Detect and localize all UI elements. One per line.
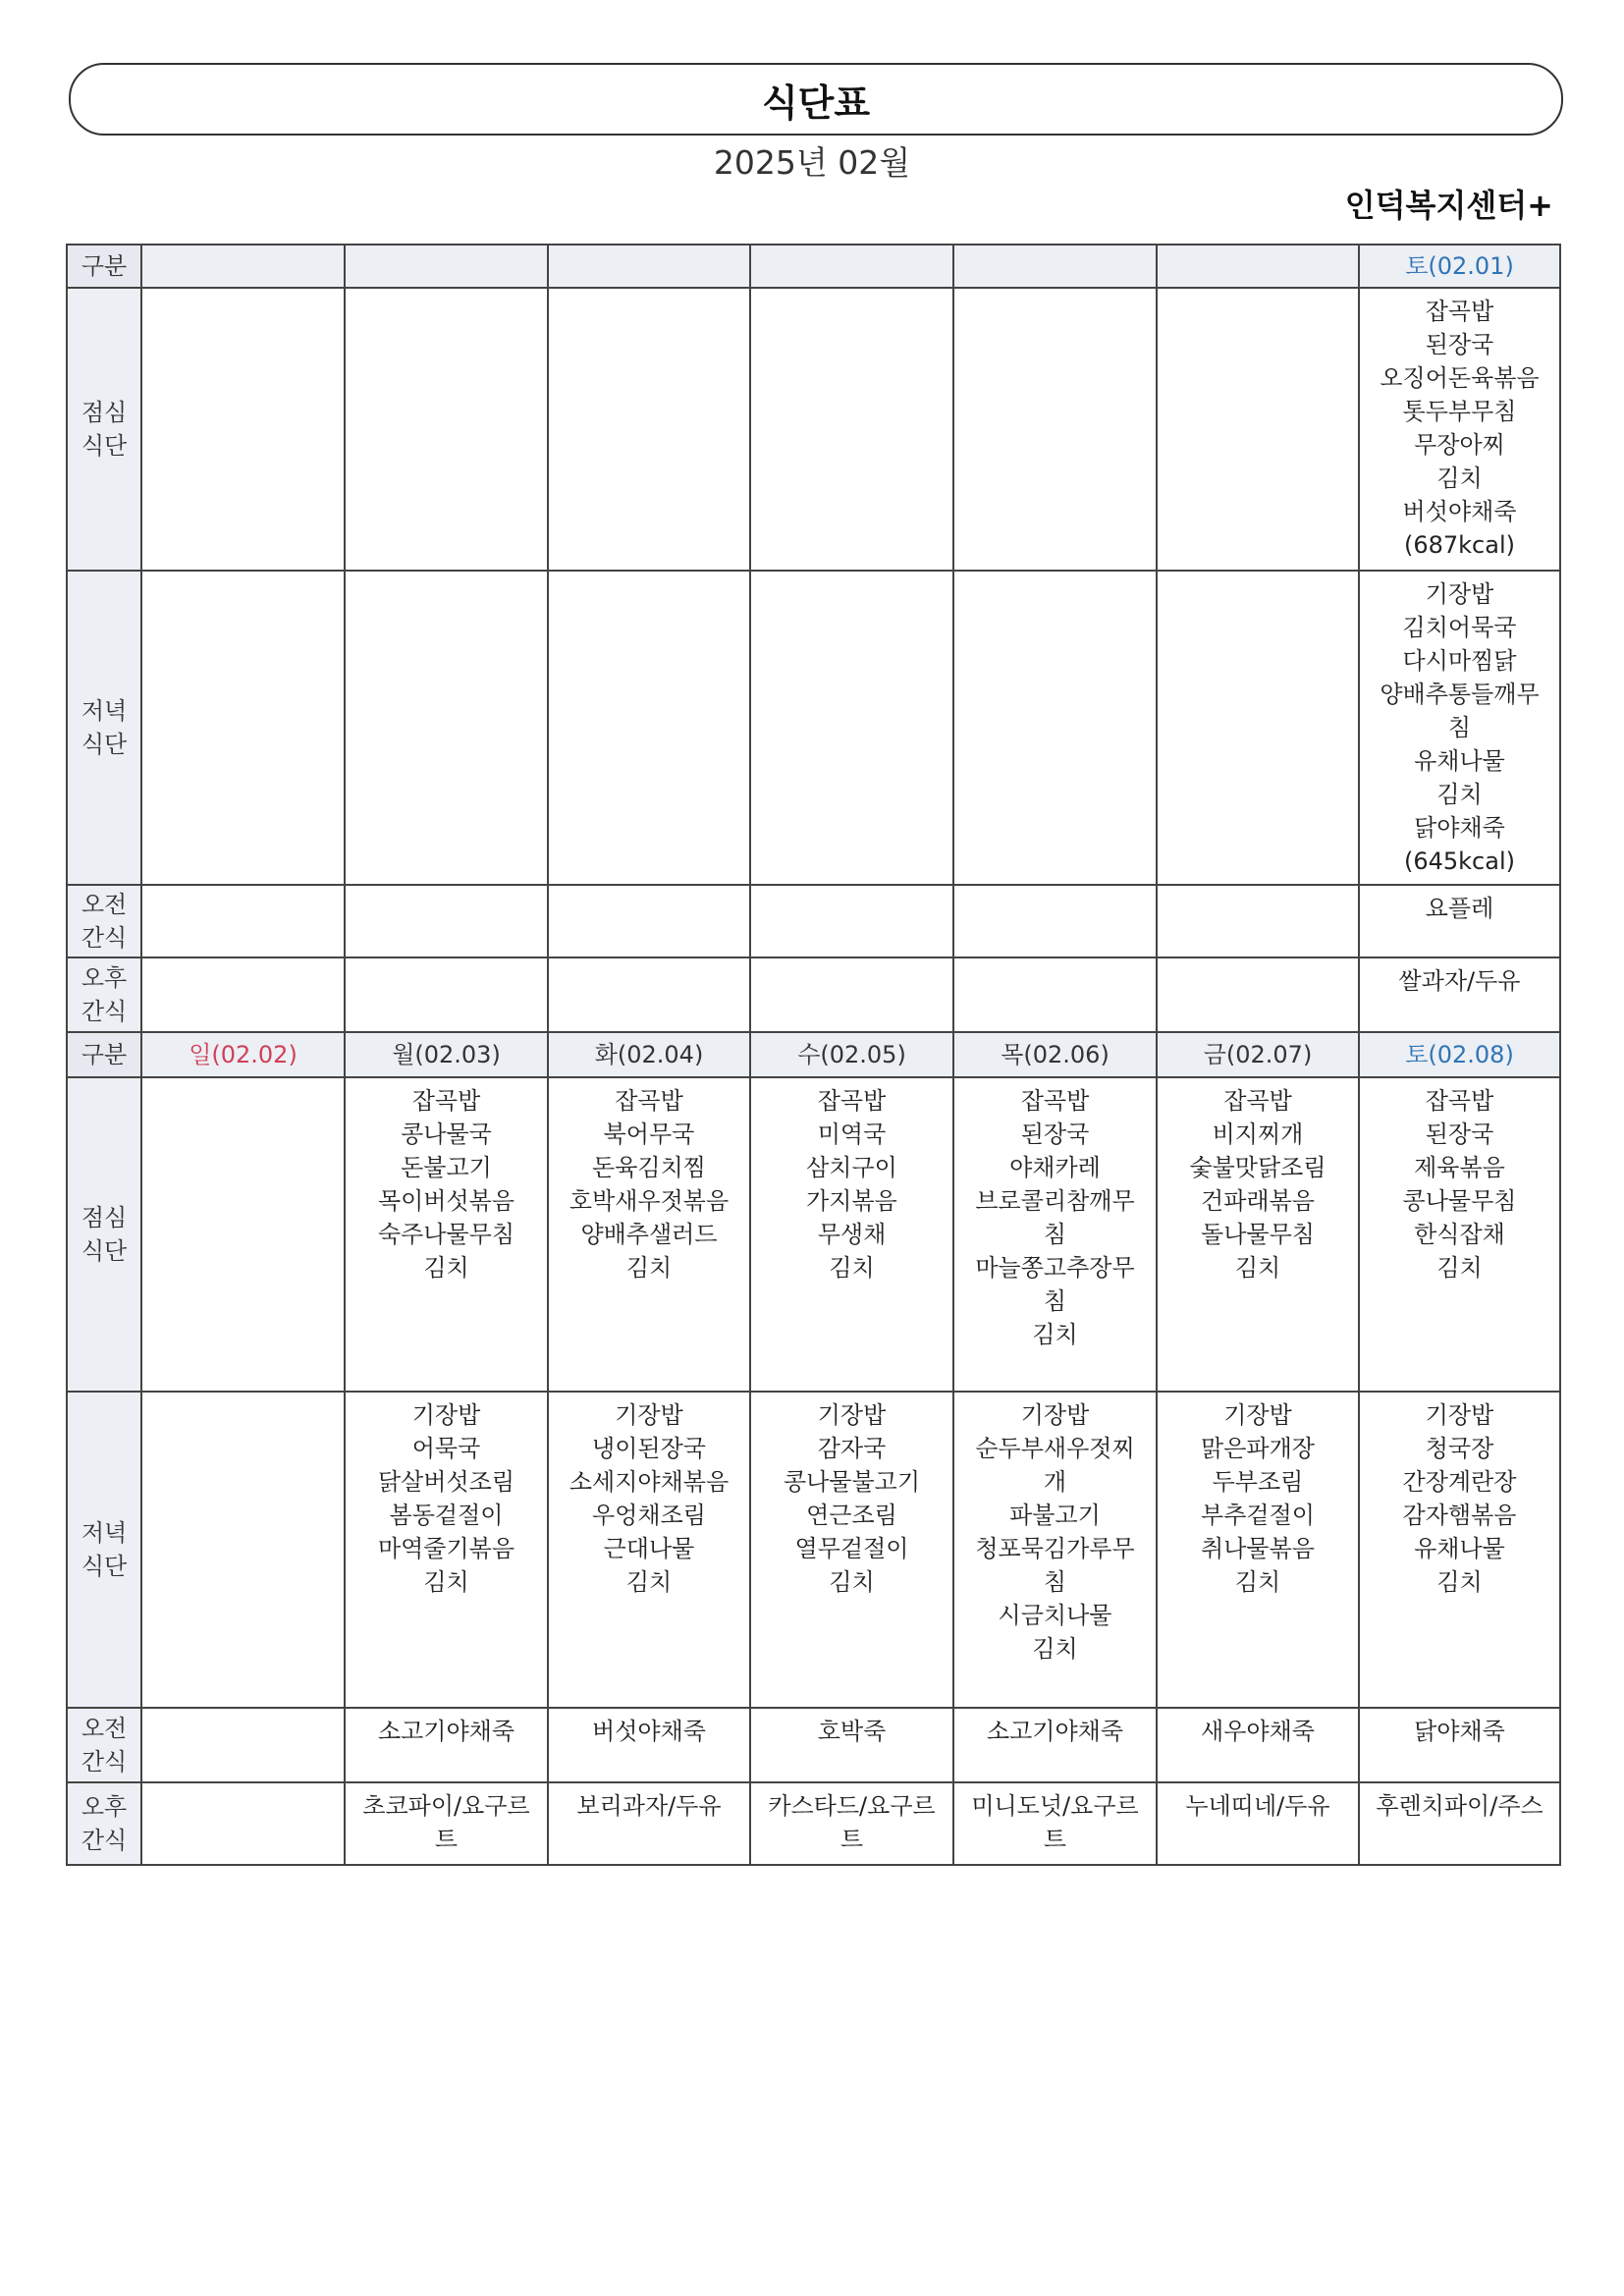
snack-cell [548,1782,750,1865]
day-header [345,245,548,288]
snack-cell [548,885,750,957]
week1-am-snack-row [67,885,1560,957]
day-label: 월(02.03) [392,1041,501,1068]
snack-cell [750,1708,953,1782]
meal-cell [953,1077,1157,1392]
row-label-lunch: 점심 식단 [67,288,141,571]
day-header [1157,245,1359,288]
meal-items: 기장밥 순두부새우젓찌 개 파불고기 청포묵김가루무 침 시금치나물 김치 [975,1401,1135,1663]
snack-cell [750,1782,953,1865]
snack-cell [345,957,548,1032]
meal-items [549,572,749,577]
meal-items [751,289,952,295]
meal-cell [750,571,953,885]
meal-items: 잡곡밥 콩나물국 돈불고기 목이버섯볶음 숙주나물무침 김치 [377,1087,515,1282]
snack-text [751,886,952,892]
snack-cell [953,957,1157,1032]
meal-cell [953,571,1157,885]
week2-am-snack-row [67,1708,1560,1782]
day-header [141,1032,345,1077]
snack-text [142,958,344,964]
meal-cell [1359,1077,1560,1392]
meal-cell [548,571,750,885]
meal-cell [1157,288,1359,571]
day-header [1359,1032,1560,1077]
meal-items: 잡곡밥 미역국 삼치구이 가지볶음 무생채 김치 [806,1087,897,1282]
snack-cell [953,1782,1157,1865]
snack-cell [1359,885,1560,957]
meal-items: 기장밥 청국장 간장계란장 감자햄볶음 유채나물 김치 [1402,1401,1517,1596]
day-header [953,245,1157,288]
meal-items: 잡곡밥 된장국 야채카레 브로콜리참깨무 침 마늘쫑고추장무 침 김치 [975,1087,1135,1348]
snack-text: 쌀과자/두유 [1398,967,1521,995]
snack-cell [141,885,345,957]
snack-cell [1359,1708,1560,1782]
snack-text: 미니도넛/요구르 트 [971,1792,1139,1853]
meal-cell [345,1077,548,1392]
day-label: 화(02.04) [594,1041,704,1068]
meal-items [1158,572,1358,577]
day-header [1157,1032,1359,1077]
snack-text [1158,886,1358,892]
day-header [548,245,750,288]
row-label-header: 구분 [67,1032,141,1077]
snack-text: 새우야채죽 [1201,1718,1315,1745]
month-label: 2025년 02월 [713,143,911,182]
meal-items [346,572,547,577]
snack-text [751,958,952,964]
snack-text: 소고기야채죽 [377,1718,515,1745]
meal-cell [1157,1392,1359,1708]
meal-cell [141,288,345,571]
meal-cell [1359,571,1560,885]
snack-text [954,958,1156,964]
row-label-am-snack: 오전 간식 [67,1708,141,1782]
snack-text: 닭야채죽 [1414,1718,1505,1745]
page-title: 식단표 [69,63,1563,136]
meal-items: 기장밥 맑은파개장 두부조림 부추겉절이 취나물볶음 김치 [1201,1401,1315,1596]
meal-items: 기장밥 냉이된장국 소세지야채볶음 우엉채조림 근대나물 김치 [568,1401,730,1596]
meal-cell [141,571,345,885]
meal-items: 잡곡밥 된장국 오징어돈육볶음 톳두부무침 무장아찌 김치 버섯야채죽 (687kcal) [1380,298,1540,559]
snack-cell [345,1708,548,1782]
meal-items [142,1078,344,1084]
menu-table [66,244,1561,1866]
meal-items: 기장밥 감자국 콩나물불고기 연근조림 열무겉절이 김치 [783,1401,921,1596]
row-label-am-snack: 오전 간식 [67,885,141,957]
meal-cell [1157,1077,1359,1392]
snack-text [142,1709,344,1715]
snack-text [346,886,547,892]
snack-text: 소고기야채죽 [986,1718,1124,1745]
snack-text [346,958,547,964]
meal-cell [548,1077,750,1392]
meal-items [549,289,749,295]
row-label-header: 구분 [67,245,141,288]
day-label: 수(02.05) [797,1041,906,1068]
day-label: 토(02.08) [1405,1041,1514,1068]
snack-text [1158,958,1358,964]
meal-cell [548,288,750,571]
snack-text: 요플레 [1425,895,1494,922]
meal-items: 기장밥 김치어묵국 다시마찜닭 양배추통들깨무 침 유채나물 김치 닭야채죽 (645kcal) [1380,580,1540,875]
day-header [345,1032,548,1077]
snack-text [549,958,749,964]
meal-items: 잡곡밥 북어무국 돈육김치찜 호박새우젓볶음 양배추샐러드 김치 [568,1087,730,1282]
snack-cell [1359,1782,1560,1865]
snack-cell [1157,957,1359,1032]
snack-cell [548,1708,750,1782]
meal-cell [345,288,548,571]
day-header [953,1032,1157,1077]
meal-cell [1359,1392,1560,1708]
snack-cell [548,957,750,1032]
week1-dinner-row [67,571,1560,885]
snack-cell [345,1782,548,1865]
meal-items [142,1393,344,1398]
meal-cell [1157,571,1359,885]
snack-cell [750,885,953,957]
day-label: 금(02.07) [1203,1041,1313,1068]
meal-cell [1359,288,1560,571]
snack-cell [1359,957,1560,1032]
row-label-dinner: 저녁 식단 [67,1392,141,1708]
snack-cell [141,1782,345,1865]
snack-text: 보리과자/두유 [576,1792,722,1820]
row-label-lunch: 점심 식단 [67,1077,141,1392]
snack-text: 버섯야채죽 [592,1718,706,1745]
meal-cell [345,1392,548,1708]
meal-cell [953,288,1157,571]
snack-text: 누네띠네/두유 [1185,1792,1330,1820]
meal-cell [548,1392,750,1708]
meal-cell [141,1077,345,1392]
snack-text [142,1783,344,1789]
snack-text: 초코파이/요구르 트 [362,1792,530,1853]
snack-cell [953,885,1157,957]
meal-items [142,572,344,577]
row-label-dinner: 저녁 식단 [67,571,141,885]
day-header [1359,245,1560,288]
snack-text: 호박죽 [817,1718,887,1745]
snack-cell [141,1708,345,1782]
meal-cell [141,1392,345,1708]
meal-cell [345,571,548,885]
meal-items: 기장밥 어묵국 닭살버섯조림 봄동겉절이 마역줄기볶음 김치 [377,1401,515,1596]
week2-lunch-row [67,1077,1560,1392]
week2-header-row [67,1032,1560,1077]
meal-items: 잡곡밥 비지찌개 숯불맛닭조림 건파래볶음 돌나물무침 김치 [1189,1087,1326,1282]
snack-text: 카스타드/요구르 트 [768,1792,936,1853]
day-header [750,1032,953,1077]
day-label: 일(02.02) [189,1041,298,1068]
meal-items [954,289,1156,295]
meal-items [954,572,1156,577]
snack-cell [141,957,345,1032]
week1-lunch-row [67,288,1560,571]
snack-text: 후렌치파이/주스 [1376,1792,1543,1820]
day-label: 목(02.06) [1001,1041,1110,1068]
day-header [141,245,345,288]
snack-cell [345,885,548,957]
menu-table-body [67,245,1560,1865]
day-label: 토(02.01) [1405,252,1514,280]
meal-cell [750,288,953,571]
meal-cell [750,1077,953,1392]
week2-pm-snack-row [67,1782,1560,1865]
meal-cell [953,1392,1157,1708]
snack-cell [953,1708,1157,1782]
row-label-pm-snack: 오후 간식 [67,1782,141,1865]
meal-items [751,572,952,577]
snack-cell [1157,1782,1359,1865]
meal-items [346,289,547,295]
snack-text [142,886,344,892]
week1-header-row [67,245,1560,288]
organization-name: 인덕복지센터+ [1344,187,1553,224]
week2-dinner-row [67,1392,1560,1708]
snack-text [954,886,1156,892]
week1-pm-snack-row [67,957,1560,1032]
snack-cell [1157,1708,1359,1782]
meal-items: 잡곡밥 된장국 제육볶음 콩나물무침 한식잡채 김치 [1402,1087,1517,1282]
snack-text [549,886,749,892]
row-label-pm-snack: 오후 간식 [67,957,141,1032]
snack-cell [1157,885,1359,957]
meal-items [142,289,344,295]
meal-items [1158,289,1358,295]
day-header [548,1032,750,1077]
day-header [750,245,953,288]
snack-cell [750,957,953,1032]
meal-cell [750,1392,953,1708]
